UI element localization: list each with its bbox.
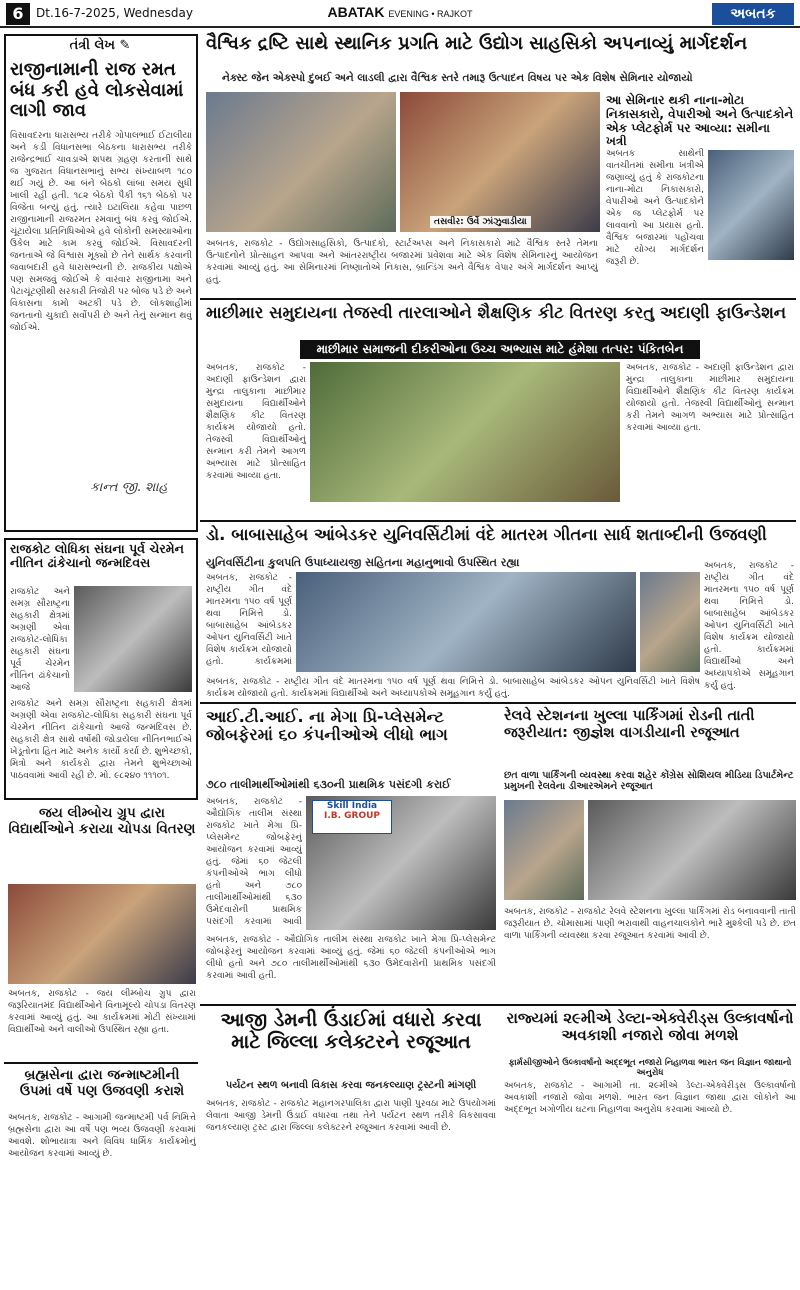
parking-title: રેલવે સ્ટેશનના ખુલ્લા પાર્કિંગમાં રોડની તાતી જરૂરીયાત: જીજ્ઞેશ વાગડીયાની રજૂઆત (504, 708, 755, 741)
samina-khatri-photo (708, 150, 794, 260)
iti-body-continued: અબતક, રાજકોટ - ઔદ્યોગિક તાલીમ સંસ્થા રાજકોટ ખાતે મેગા પ્રિ-પ્લેસમેન્ટ જોબફેરનું આયોજન કરવામાં આવ્યું હતું. જેમાં ૬૦ જેટલી કંપનીઓએ ભાગ લીધો હતો અને ૭૮૦ તાલીમાર્થીઓમાંથી ૬૩૦ ઉમેદવારોની પ્રાથમિક પસંદગી કરવામાં આવી હતી. (206, 935, 496, 981)
page-number: 6 (6, 3, 30, 25)
top-story-title: વૈશ્વિક દ્રષ્ટિ સાથે સ્થાનિક પ્રગતિ માટે ઉદ્યોગ સાહસિકો અપનાવ્યું માર્ગદર્શન (206, 33, 748, 54)
masthead-edition: EVENING • RAJKOT (388, 9, 473, 19)
ambedkar-event-photo (296, 572, 636, 672)
top-story-subtitle: નેક્સ્ટ જેન એક્સ્પો દુબઈ અને લાડલી દ્વારા વૈશ્વિક સ્તરે તમારૂ ઉત્પાદન વિષય પર એક વિશેષ સેમિનાર યોજાયો (222, 72, 693, 84)
adani-subtitle: માછીમાર સમાજની દીકરીઓના ઉચ્ચ અભ્યાસ માટે હંમેશા તત્પર: પંકિતબેન (300, 340, 700, 359)
iti-jobfair-photo (306, 796, 496, 930)
aji-dam-title: આજી ડેમની ઉંડાઈમાં વધારો કરવા માટે જિલ્લા કલેક્ટરને રજૂઆત (220, 1009, 482, 1053)
divider (200, 702, 796, 704)
photo-credit: તસવીર: ઉર્વે ઝાંઝુવાડીયા (430, 216, 531, 228)
divider (200, 1004, 796, 1006)
aji-dam-subtitle: પર્યટન સ્થળ બનાવી વિકાસ કરવા જનકલ્યાણ ટ્રસ્ટની માંગણી (225, 1080, 477, 1091)
brahmsena-title: બ્રહ્મસેના દ્વારા જન્માષ્ટમીની ઉપમાં વર્ષે પણ ઉજવણી કરાશે (19, 1067, 185, 1099)
ambedkar-subtitle: યુનિવર્સિટીના કુલપતિ ઉપાધ્યાયજી સહિતના મહાનુભાવો ઉપસ્થિત રહ્યા (206, 556, 520, 569)
editorial-body: વિસાવદરના ધારાસભ્ય તરીકે ગોપાલભાઈ ઈટાલીયા અને કડી વિધાનસભા બેઠકના ધારાસભ્ય તરીકે રાજેન્દ્રભાઈ ચાવડાએ શપથ ગ્રહણ કરતાની સાથે જ ગુજરાત વિધાનસભાનું સભ્ય સંખ્યાબળ ૧૮૦ થઈ ગયું છે. આ બંને બેઠકો લાંબા સમય સુધી ખાલી રહી હતી. ૧૮૨ બેઠકો પૈકી ૧૬૧ બેઠકો પર વિજેતા બન્યું હતું. ત્યારે ઇટાલિયા કહેવા પાછળ રાજીનામાની રાજરમત રમવાનું બંધ કરવું જોઈએ. ચૂંટાયેલા પ્રતિનિધિઓએ હવે લોકોની સમસ્યાઓના ઉકેલ માટે કામ કરવું જોઈએ. વિસાવદરની જનતાએ જે વિશ્વાસ મૂક્યો છે તેને સાર્થક કરવાની જવાબદારી હવે ધારાસભ્યની છે. રાજકીય પક્ષોએ પણ સમજવું જોઈએ કે વારંવાર રાજીનામા અને પેટાચૂંટણીથી સરકારી તિજોરી પર બોજ પડે છે અને વિકાસના કામો અટકી પડે છે. લોકશાહીમાં જનતાનો ચુકાદો સર્વોપરી છે અને તેનું સન્માન થવું જોઈએ. (10, 131, 192, 333)
adani-title: માછીમાર સમુદાયના તેજસ્વી તારલાઓને શૈક્ષણિક કીટ વિતરણ કરતુ અદાણી ફાઉન્ડેશન (206, 303, 787, 322)
divider (4, 1062, 198, 1064)
birthday-body: રાજકોટ અને સમગ્ર સૌરાષ્ટ્રના સહકારી ક્ષેત્રમાં અગ્રણી એવા રાજકોટ-લોધિકા સહકારી સંઘના પૂર્વ ચેરમેન નીતિન ઢાંકેચાનો આજે (10, 587, 70, 693)
iti-subtitle: ૭૮૦ તાલીમાર્થીઓમાંથી ૬૩૦ની પ્રાથમિક પસંદગી કરાઈ (206, 778, 451, 791)
adani-body-continued: અબતક, રાજકોટ - અદાણી ફાઉન્ડેશન દ્વારા મુન્દ્રા તાલુકાના માછીમાર સમુદાયના વિદ્યાર્થીઓને શૈક્ષણિક કીટ વિતરણ કાર્યક્રમ યોજાયો હતો. તેજસ્વી વિદ્યાર્થીઓનું સન્માન કરી તેમને આગળ અભ્યાસ માટે પ્રોત્સાહિત કરવામાં આવ્યા હતા. (626, 363, 794, 433)
newspaper-logo: અબતક (712, 3, 794, 25)
ambedkar-title: ડો. બાબાસાહેબ આંબેડકર યુનિવર્સિટીમાં વંદે માતરમ ગીતના સાર્ધ શતાબ્દીની ઉજવણી (206, 525, 767, 544)
ambedkar-body-lower: અબતક, રાજકોટ - રાષ્ટ્રીય ગીત વંદે માતરમના ૧૫૦ વર્ષ પૂર્ણ થવા નિમિત્તે ડો. બાબાસાહેબ આંબેડકર ઓપન યુનિવર્સિટી ખાતે વિશેષ કાર્યક્રમ યોજાયો હતો. કાર્યક્રમમાં વિદ્યાર્થીઓ અને અધ્યાપકોએ સમૂહગાન કર્યું હતું. (206, 677, 700, 699)
iti-title: આઈ.ટી.આઈ. ના મેગા પ્રિ-પ્લેસમેન્ટ જોબફેરમાં ૬૦ કંપનીઓએ લીધો ભાગ (206, 707, 448, 745)
books-body: અબતક, રાજકોટ - જય લીમ્બોચ ગ્રુપ દ્વારા જરૂરિયાતમંદ વિદ્યાર્થીઓને વિનામૂલ્યે ચોપડા વિતરણ કરવામાં આવ્યું હતું. આ કાર્યક્રમમાં મોટી સંખ્યામાં વિદ્યાર્થીઓ અને વાલીઓ ઉપસ્થિત રહ્યા હતા. (8, 989, 196, 1035)
issue-date: Dt.16-7-2025, Wednesday (36, 6, 193, 20)
parking-photo (588, 800, 796, 900)
jignesh-vagadiya-photo (504, 800, 584, 900)
iti-body: અબતક, રાજકોટ - ઔદ્યોગિક તાલીમ સંસ્થા રાજકોટ ખાતે મેગા પ્રિ-પ્લેસમેન્ટ જોબફેરનું આયોજન કરવામાં આવ્યું હતું. જેમાં ૬૦ જેટલી કંપનીઓએ ભાગ લીધો હતો અને ૭૮૦ તાલીમાર્થીઓમાંથી ૬૩૦ ઉમેદવારોની પ્રાથમિક પસંદગી કરવામાં આવી (206, 797, 302, 926)
divider (200, 520, 796, 522)
side-interview-title: આ સેમિનાર થકી નાના-મોટા નિકાસકારો, વેપારીઓ અને ઉત્પાદકોને એક પ્લેટફોર્મ પર આવ્યા: સમીના ખત્રી (606, 93, 794, 149)
adani-event-photo (310, 362, 620, 502)
ambedkar-body: અબતક, રાજકોટ - રાષ્ટ્રીય ગીત વંદે માતરમના ૧૫૦ વર્ષ પૂર્ણ થવા નિમિત્તે ડો. બાબાસાહેબ આંબેડકર ઓપન યુનિવર્સિટી ખાતે વિશેષ કાર્યક્રમ યોજાયો હતો. કાર્યક્રમમાં (206, 573, 292, 667)
masthead (300, 4, 500, 20)
seminar-photo-2 (400, 92, 600, 232)
books-title: જય લીમ્બોચ ગ્રુપ દ્વારા વિદ્યાર્થીઓને કરાયા ચોપડા વિતરણ (8, 805, 196, 837)
skill-india-banner: Skill India I.B. GROUP (312, 800, 392, 834)
brahmsena-body: અબતક, રાજકોટ - આગામી જન્માષ્ટમી પર્વ નિમિત્તે બ્રહ્મસેના દ્વારા આ વર્ષે પણ ભવ્ય ઉજવણી કરવામાં આવશે. શોભાયાત્રા અને વિવિધ ધાર્મિક કાર્યક્રમોનું આયોજન કરવામાં આવ્યું છે. (8, 1113, 196, 1159)
meteor-subtitle: ફાર્મસીજીઓને ઉલ્કાવર્ષાનો અદ્દભૂત નજારો નિહાળવા ભારત જન વિજ્ઞાન જાથાનો અનુરોધ (508, 1058, 792, 1079)
seminar-photo-1 (206, 92, 396, 232)
books-distribution-photo (8, 884, 196, 984)
pen-icon: ✎ (119, 38, 131, 53)
masthead-title: ABATAK (327, 4, 385, 20)
editorial-tag: તંત્રી લેખ ✎ (69, 38, 131, 53)
birthday-body-continued: રાજકોટ અને સમગ્ર સૌરાષ્ટ્રના સહકારી ક્ષેત્રમાં અગ્રણી એવા રાજકોટ-લોધિકા સહકારી સંઘના પૂર્વ ચેરમેન નીતિન ઢાંકેચાનો આજે જન્મદિવસ છે. સહકારી ક્ષેત્ર સાથે વર્ષોથી જોડાયેલા નીતિનભાઈએ ખેડૂતોના હિત માટે અનેક કાર્યો કર્યા છે. શુભેચ્છકો, મિત્રો અને કાર્યકરો દ્વારા તેમને શુભેચ્છાઓ પાઠવવામાં આવી રહી છે. મો. ૯૮૨૪૦ ૧૧૧૦૧. (10, 699, 192, 781)
ambedkar-body-continued: અબતક, રાજકોટ - રાષ્ટ્રીય ગીત વંદે માતરમના ૧૫૦ વર્ષ પૂર્ણ થવા નિમિત્તે ડો. બાબાસાહેબ આંબેડકર ઓપન યુનિવર્સિટી ખાતે વિશેષ કાર્યક્રમ યોજાયો હતો. કાર્યક્રમમાં વિદ્યાર્થીઓ અને અધ્યાપકોએ સમૂહગાન કર્યું હતું. (704, 561, 794, 691)
ambedkar-speaker-photo (640, 572, 700, 672)
birthday-title: રાજકોટ લોધિકા સંઘના પૂર્વ ચેરમેન નીતિન ઢાંકેચાનો જન્મદિવસ (10, 541, 184, 571)
adani-body: અબતક, રાજકોટ - અદાણી ફાઉન્ડેશન દ્વારા મુન્દ્રા તાલુકાના માછીમાર સમુદાયના વિદ્યાર્થીઓને શૈક્ષણિક કીટ વિતરણ કાર્યક્રમ યોજાયો હતો. તેજસ્વી વિદ્યાર્થીઓનું સન્માન કરી તેમને આગળ અભ્યાસ માટે પ્રોત્સાહિત કરવામાં આવ્યા હતા. (206, 363, 306, 481)
divider (200, 298, 796, 300)
top-story-body: અબતક, રાજકોટ - ઉદ્યોગસાહસિકો, ઉત્પાદકો, સ્ટાર્ટઅપ્સ અને નિકાસકારો માટે વૈશ્વિક સ્તરે તેમના ઉત્પાદનોને પ્રોત્સાહન આપવા અને આંતરરાષ્ટ્રીય બજારમાં પ્રવેશવા માટે એક વિશેષ સેમિનારનું આયોજન કરવામાં આવ્યું હતું. આ સેમિનારમાં નિષ્ણાતોએ નિકાસ, બ્રાન્ડિંગ અને વૈશ્વિક વેપાર અંગે માર્ગદર્શન આપ્યું હતું. (206, 239, 598, 285)
parking-subtitle: છત વાળા પાર્કિંગની વ્યવસ્થા કરવા શહેર કોંગ્રેસ સોશિયલ મીડિયા ડિપાર્ટમેન્ટ પ્રમુખની રેલવેના ડીઆરએમને રજૂઆત (504, 770, 794, 793)
meteor-title: રાજ્યમાં ૨૯મીએ ડેલ્ટા-એક્વેરીડ્સ ઉલ્કાવર્ષાનો અવકાશી નજારો જોવા મળશે (506, 1009, 794, 1045)
parking-body: અબતક, રાજકોટ - રાજકોટ રેલવે સ્ટેશનના ખુલ્લા પાર્કિંગમાં રોડ બનાવવાની તાતી જરૂરીયાત છે. ચોમાસામાં પાણી ભરાવાથી વાહનચાલકોને ભારે મુશ્કેલી પડે છે. છત વાળા પાર્કિંગની વ્યવસ્થા કરવા રજૂઆત કરવામાં આવી છે. (504, 907, 796, 941)
aji-dam-body: અબતક, રાજકોટ - રાજકોટ મહાનગરપાલિકા દ્વારા પાણી પુરવઠા માટે ઉપયોગમાં લેવાતા આજી ડેમની ઉંડાઈ વધારવા તથા તેને પર્યટન સ્થળ તરીકે વિકસાવવા જનકલ્યાણ ટ્રસ્ટ દ્વારા જિલ્લા કલેક્ટરને રજૂઆત કરવામાં આવી છે. (206, 1099, 496, 1133)
editorial-signature: કાન્ત જી. શાહ (90, 480, 168, 495)
nitin-dhankecha-photo (74, 586, 192, 692)
meteor-body: અબતક, રાજકોટ - આગામી તા. ૨૯મીએ ડેલ્ટા-એક્વેરીડ્સ ઉલ્કાવર્ષાનો અવકાશી નજારો જોવા મળશે. ભારત જન વિજ્ઞાન જાથા દ્વારા લોકોને આ અદ્દભૂત ખગોળીય ઘટના નિહાળવા અનુરોધ કરવામાં આવ્યો છે. (504, 1081, 796, 1115)
side-interview-body: અબતક સાથેની વાતચીતમાં સમીના ખત્રીએ જણાવ્યું હતું કે રાજકોટના નાના-મોટા નિકાસકારો, વેપારીઓ અને ઉત્પાદકોને એક જ પ્લેટફોર્મ પર લાવવાનો આ પ્રયાસ હતો. વૈશ્વિક બજારમાં પહોંચવા માટે યોગ્ય માર્ગદર્શન જરૂરી છે. (606, 149, 704, 267)
ib-group-label: I.B. GROUP (323, 811, 381, 821)
editorial-title: રાજીનામાની રાજ રમત બંધ કરી હવે લોકસેવામાં લાગી જાવ (10, 59, 184, 122)
